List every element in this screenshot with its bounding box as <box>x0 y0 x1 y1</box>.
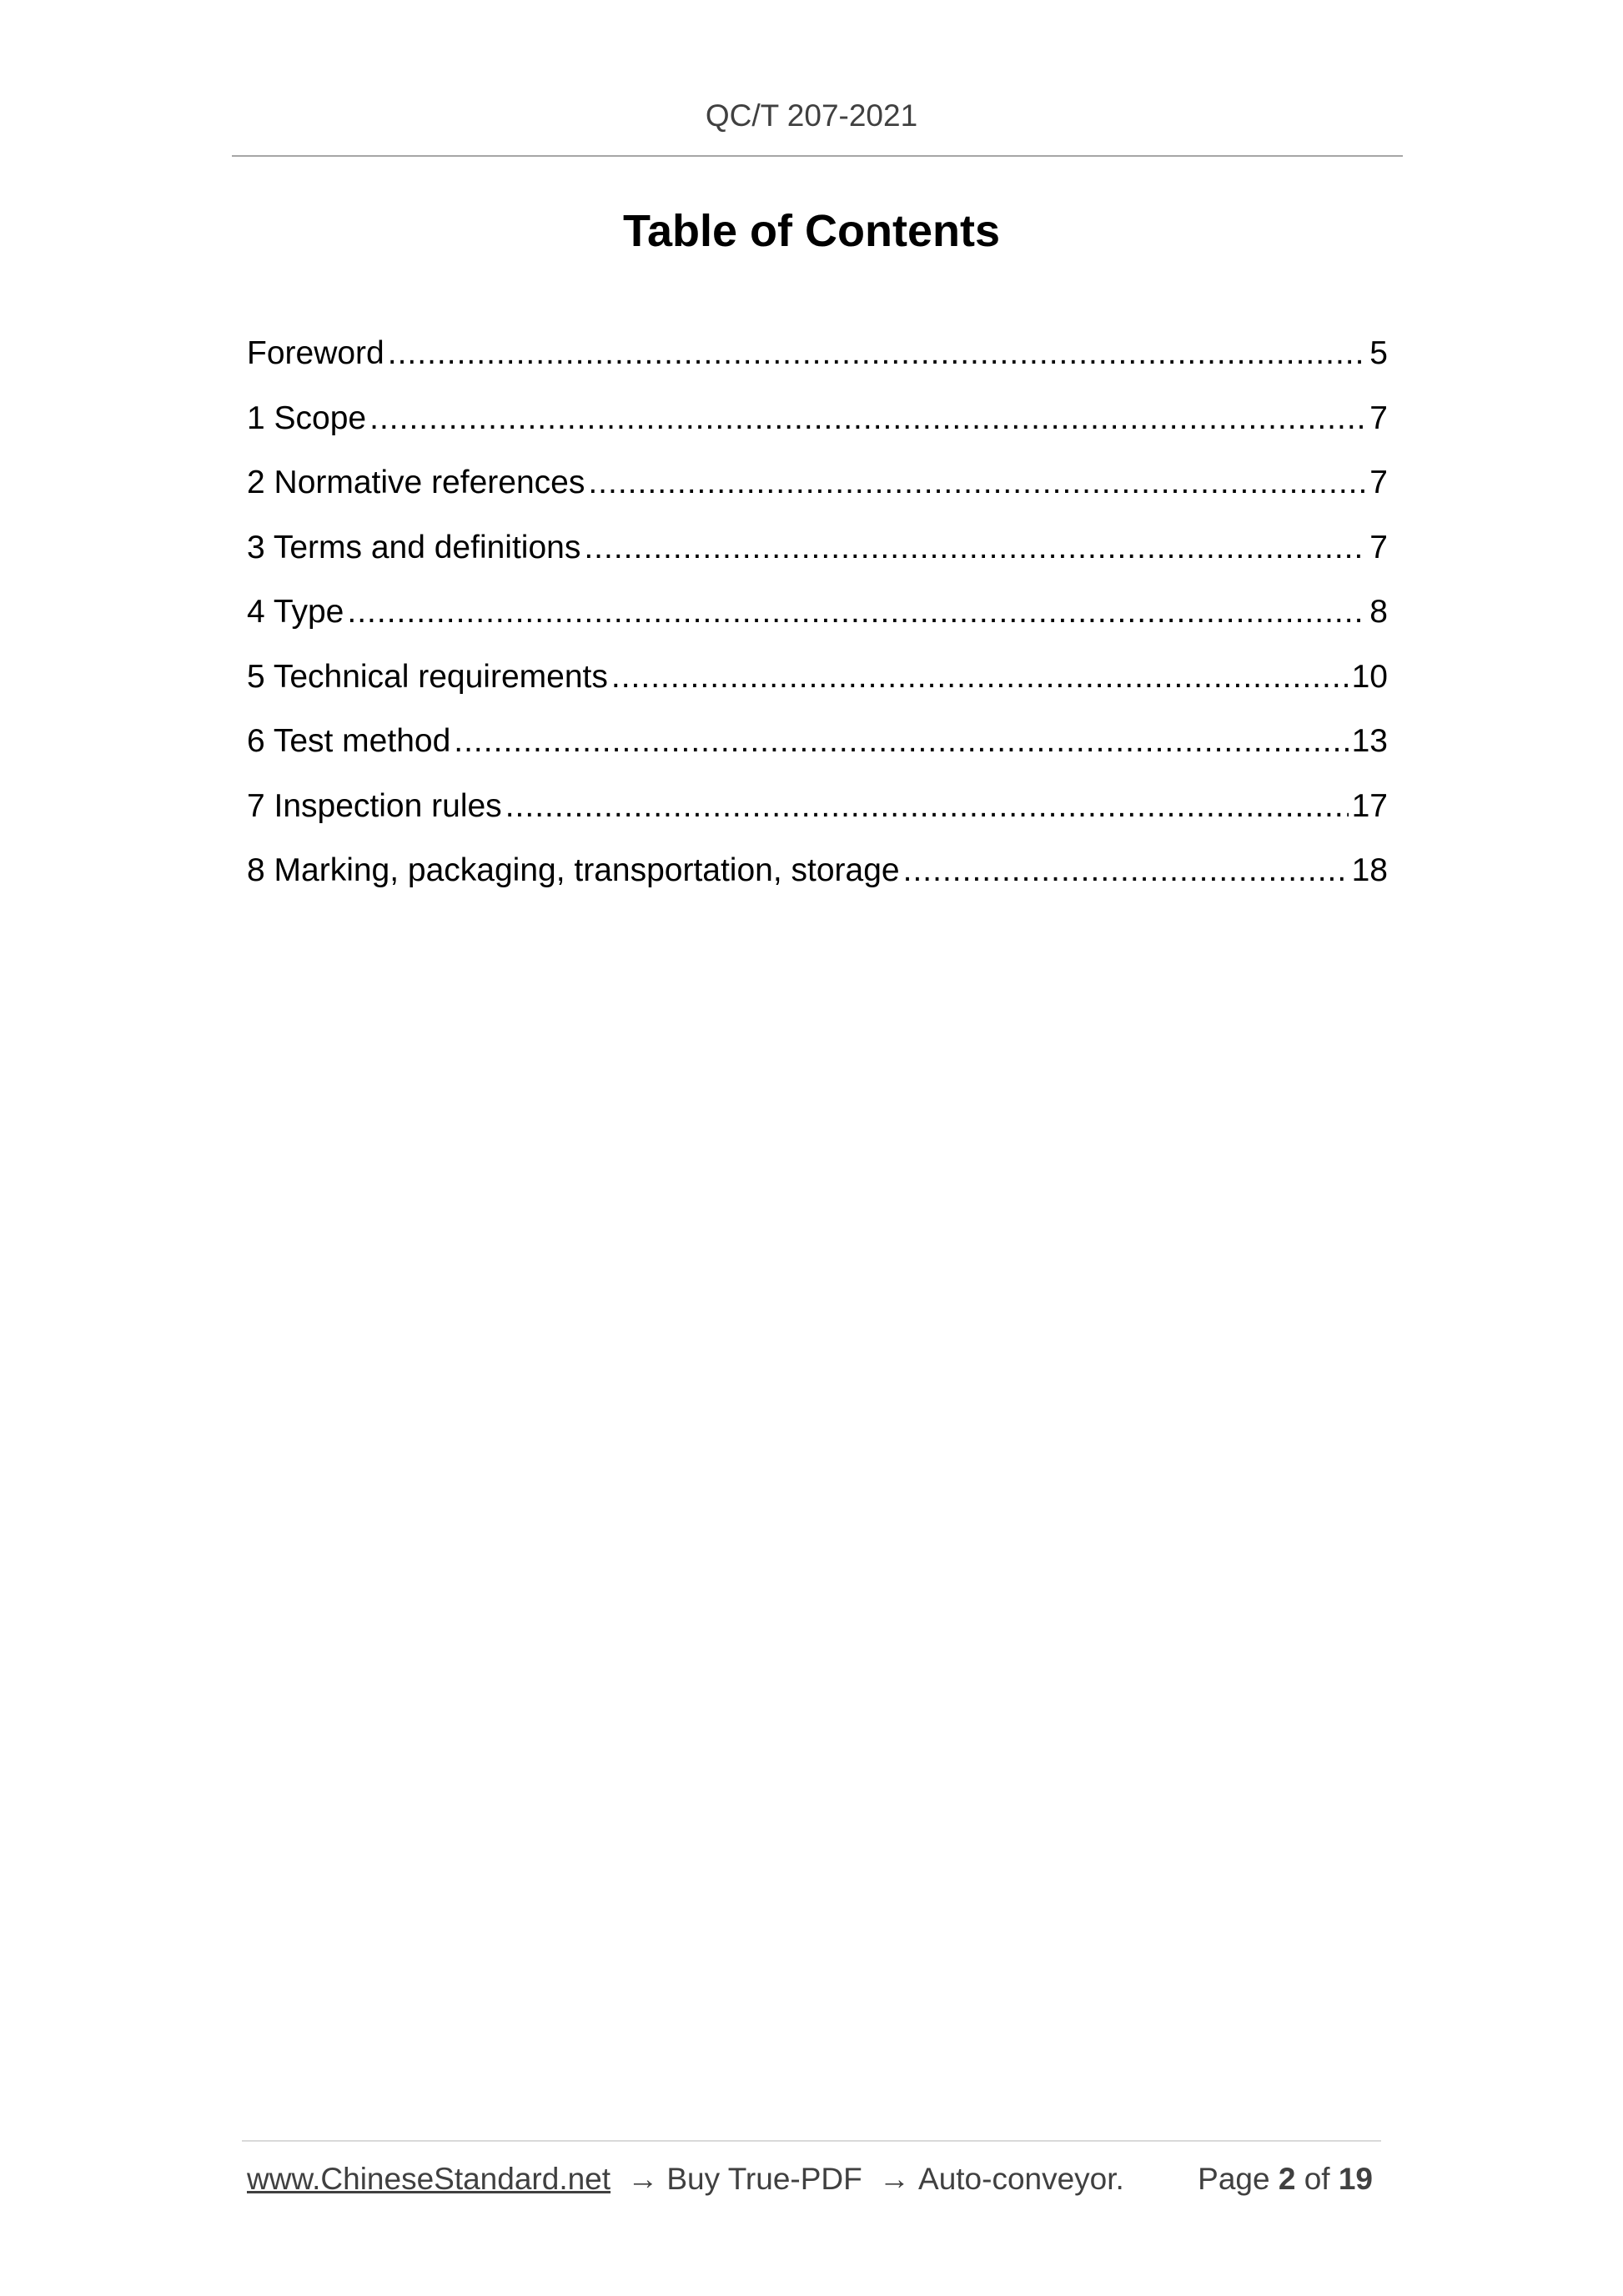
toc-entry-page: 18 <box>1351 852 1388 888</box>
toc-leader-dots <box>903 851 1349 891</box>
toc-entry-inspection-rules[interactable] <box>247 786 1388 852</box>
header-divider <box>232 155 1403 157</box>
total-page-count: 19 <box>1338 2162 1373 2196</box>
arrow-right-icon: → <box>627 2162 659 2196</box>
page-indicator <box>1198 2162 1373 2197</box>
toc-entry-page: 8 <box>1369 594 1388 630</box>
toc-entry-label: 8 Marking, packaging, transportation, storage <box>247 852 900 888</box>
arrow-right-icon: → <box>879 2162 911 2196</box>
toc-leader-dots <box>388 334 1367 374</box>
toc-leader-dots <box>611 657 1349 697</box>
toc-list <box>247 334 1388 916</box>
toc-entry-foreword[interactable] <box>247 334 1388 399</box>
page-word: Page <box>1198 2162 1270 2196</box>
website-link[interactable]: www.ChineseStandard.net <box>247 2162 611 2196</box>
toc-title: Table of Contents <box>623 206 1000 256</box>
toc-entry-scope[interactable] <box>247 399 1388 464</box>
toc-leader-dots <box>588 463 1366 503</box>
current-page-number: 2 <box>1278 2162 1296 2196</box>
toc-entry-technical-requirements[interactable] <box>247 657 1388 722</box>
toc-entry-label: 6 Test method <box>247 723 451 759</box>
of-word: of <box>1304 2162 1330 2196</box>
toc-leader-dots <box>454 721 1348 761</box>
toc-entry-label: 3 Terms and definitions <box>247 529 581 565</box>
toc-entry-terms-and-definitions[interactable] <box>247 528 1388 593</box>
toc-leader-dots <box>584 528 1366 568</box>
toc-entry-test-method[interactable] <box>247 721 1388 786</box>
toc-entry-page: 17 <box>1351 787 1388 824</box>
toc-leader-dots <box>347 592 1366 632</box>
toc-entry-label: 4 Type <box>247 594 344 630</box>
footer <box>247 2162 1381 2197</box>
header-document-code: QC/T 207-2021 <box>705 98 918 133</box>
toc-entry-page: 5 <box>1369 335 1388 371</box>
buy-true-pdf-text: Buy True-PDF <box>666 2162 862 2196</box>
toc-entry-label: 1 Scope <box>247 399 367 436</box>
toc-entry-page: 13 <box>1351 723 1388 759</box>
toc-entry-label: 5 Technical requirements <box>247 658 608 695</box>
toc-entry-label: 7 Inspection rules <box>247 787 502 824</box>
toc-entry-label: Foreword <box>247 335 384 371</box>
toc-entry-page: 7 <box>1369 529 1388 565</box>
auto-conveyor-text: Auto-conveyor. <box>918 2162 1124 2196</box>
toc-entry-page: 7 <box>1369 465 1388 500</box>
toc-entry-normative-references[interactable] <box>247 463 1388 528</box>
toc-entry-page: 7 <box>1369 399 1388 436</box>
toc-entry-page: 10 <box>1351 658 1388 695</box>
footer-divider <box>242 2140 1381 2142</box>
toc-entry-type[interactable] <box>247 592 1388 657</box>
toc-leader-dots <box>369 399 1366 439</box>
toc-leader-dots <box>505 786 1349 826</box>
toc-entry-label: 2 Normative references <box>247 465 585 500</box>
toc-entry-marking-packaging[interactable] <box>247 851 1388 916</box>
